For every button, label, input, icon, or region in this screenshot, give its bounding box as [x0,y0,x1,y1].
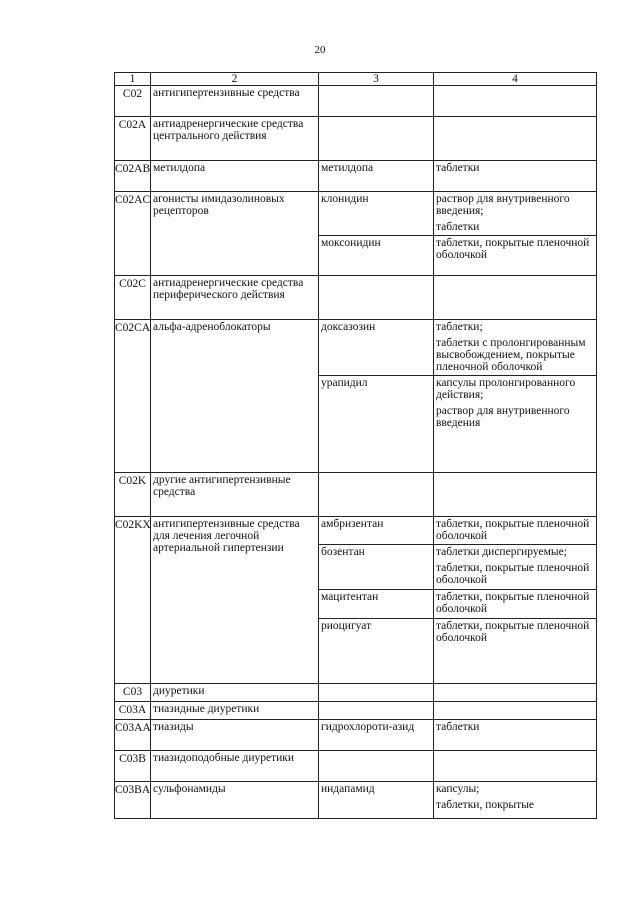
dosage-forms [434,517,596,544]
table-row [115,161,597,192]
atc-code: C02K [115,473,151,517]
column-header: 2 [151,73,319,86]
drug-cell [319,192,434,276]
atc-code: C03 [115,684,151,702]
group-name: альфа-адреноблокаторы [151,320,319,473]
drug-name: риоцигуат [319,618,433,647]
table-header-row [115,73,597,86]
group-name: антиадренергические средства периферического действия [151,276,319,320]
group-name: тиазидные диуретики [151,702,319,720]
drug-cell [319,117,434,161]
drug-cell [319,782,434,819]
dosage-form-cell [434,192,597,276]
atc-code: C02A [115,117,151,161]
dosage-form: таблетки, покрытые пленочной оболочкой [436,620,590,644]
drug-name: моксонидин [319,235,433,264]
dosage-form-cell [434,86,597,117]
column-header: 4 [434,73,597,86]
dosage-form-cell [434,720,597,751]
dosage-form: таблетки, покрытые [436,799,535,811]
atc-code: C02AC [115,192,151,276]
atc-code: C02C [115,276,151,320]
drug-cell [319,86,434,117]
dosage-form-cell [434,517,597,684]
dosage-form: таблетки, покрытые пленочной оболочкой [436,518,590,542]
table-row [115,702,597,720]
dosage-forms [434,720,596,735]
group-name: сульфонамиды [151,782,319,819]
atc-code: C03AA [115,720,151,751]
table-row [115,751,597,782]
dosage-forms [434,544,596,589]
table-row [115,320,597,473]
drug-name: мацитентан [319,589,433,618]
atc-code: C03BA [115,782,151,819]
dosage-forms [434,618,596,647]
group-name: антиадренергические средства центрального действия [151,117,319,161]
dosage-form: таблетки [436,221,480,233]
atc-code: C02 [115,86,151,117]
dosage-form: капсулы; [436,783,480,795]
group-name: другие антигипертензивные средства [151,473,319,517]
dosage-forms [434,161,596,176]
atc-code: C03A [115,702,151,720]
drug-cell [319,320,434,473]
dosage-form-cell [434,320,597,473]
column-header: 3 [319,73,434,86]
drug-name: гидрохлороти-азид [321,721,415,733]
table-row [115,720,597,751]
dosage-form: таблетки диспергируемые; [436,546,567,558]
drug-name: бозентан [319,544,433,589]
table-row [115,684,597,702]
table-row [115,117,597,161]
dosage-form-cell [434,702,597,720]
dosage-forms [434,235,596,264]
dosage-form-cell [434,751,597,782]
dosage-forms [434,320,596,375]
drug-cell [319,720,434,751]
dosage-form-cell [434,117,597,161]
table-row [115,517,597,684]
dosage-form: раствор для внутривенного введения; [436,193,570,217]
dosage-form: таблетки, покрытые пленочной оболочкой [436,237,590,261]
dosage-forms [434,192,596,235]
group-name: диуретики [151,684,319,702]
dosage-form-cell [434,684,597,702]
atc-code: C02KX [115,517,151,684]
dosage-form: таблетки; [436,321,483,333]
page-number: 20 [314,44,326,56]
dosage-form: раствор для внутривенного введения [436,405,570,429]
dosage-form: таблетки с пролонгированным высвобождением, покрытые пленочной оболочкой [436,337,586,373]
drug-classification-table [114,72,597,819]
table-row [115,473,597,517]
drug-name: индапамид [321,783,375,795]
table-row [115,782,597,819]
drug-cell [319,473,434,517]
group-name: тиазидоподобные диуретики [151,751,319,782]
atc-code: C03B [115,751,151,782]
dosage-form-cell [434,161,597,192]
drug-cell [319,751,434,782]
drug-name: амбризентан [321,518,384,530]
dosage-form: таблетки, покрытые пленочной оболочкой [436,562,590,586]
drug-cell [319,702,434,720]
drug-cell [319,517,434,684]
dosage-form-cell [434,276,597,320]
group-name: агонисты имидазолиновых рецепторов [151,192,319,276]
column-header: 1 [115,73,151,86]
atc-code: C02CA [115,320,151,473]
table-row [115,86,597,117]
dosage-form-cell [434,473,597,517]
dosage-forms [434,782,596,813]
table-row [115,192,597,276]
drug-name: метилдопа [321,162,374,174]
drug-name: урапидил [319,375,433,432]
dosage-form: капсулы пролонгированного действия; [436,377,576,401]
group-name: метилдопа [151,161,319,192]
table-row [115,276,597,320]
dosage-forms [434,589,596,618]
group-name: антигипертензивные средства для лечения легочной артериальной гипертензии [151,517,319,684]
group-name: антигипертензивные средства [151,86,319,117]
group-name: тиазиды [151,720,319,751]
dosage-form: таблетки, покрытые пленочной оболочкой [436,591,590,615]
atc-code: C02AB [115,161,151,192]
drug-cell [319,161,434,192]
dosage-forms [434,375,596,432]
drug-name: доксазозин [321,321,376,333]
dosage-form: таблетки [436,162,480,174]
drug-cell [319,276,434,320]
drug-name: клонидин [321,193,369,205]
dosage-form: таблетки [436,721,480,733]
drug-cell [319,684,434,702]
dosage-form-cell [434,782,597,819]
